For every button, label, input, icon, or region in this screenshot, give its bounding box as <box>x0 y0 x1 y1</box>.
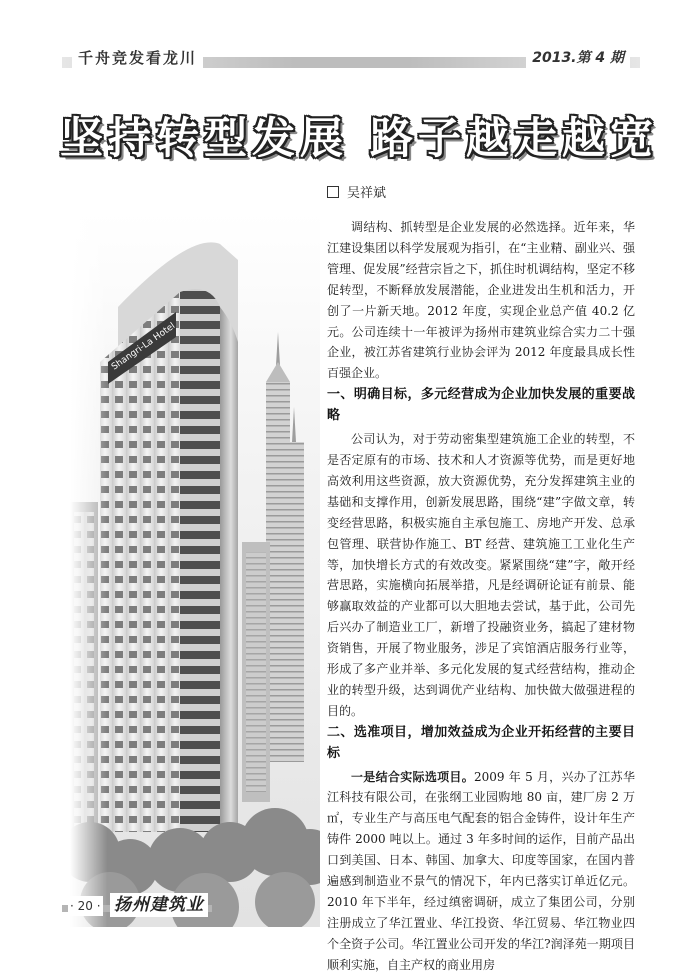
page-footer <box>62 893 212 919</box>
hotel-photo <box>70 212 320 927</box>
author-box-icon <box>327 186 339 198</box>
author-line <box>327 185 386 203</box>
article-title <box>60 105 658 166</box>
section-2-heading: 二、选准项目，增加效益成为企业开拓经营的主要目标 <box>327 724 635 761</box>
section-1-heading: 一、明确目标，多元经营成为企业加快发展的重要战略 <box>327 387 635 424</box>
author-name: 吴祥斌 <box>347 186 387 201</box>
header-issue: 2013.第 4 期 <box>526 48 630 68</box>
title-part-2: 路子越走越宽 <box>370 114 658 164</box>
page-number: · 20 · <box>68 896 103 916</box>
article-body <box>327 217 635 976</box>
header-section-title: 千舟竞发看龙川 <box>72 48 203 68</box>
running-header <box>62 48 640 70</box>
title-part-1: 坚持转型发展 <box>60 114 348 164</box>
intro-paragraph: 调结构、抓转型是企业发展的必然选择。近年来，华江建设集团以科学发展观为指引，在“主业精、副业兴、强管理、促发展”经营宗旨之下，抓住时机调结构，坚定不移促转型，不断释放发展潜能，企业进发出生机和活力，开创了一片新天地。2012 年度，实现企业总产值 40.2 亿元。公司连续十一年被评为扬州市建筑业综合实力二十强企业，被江苏省建筑行业协会评为 2012 年度最具成长性百强企业。 <box>327 220 635 381</box>
section-2-text: 2009 年 5 月，兴办了江苏华江科技有限公司，在张纲工业园购地 80 亩，建厂房 2 万 ㎡，专业生产与高压电气配套的铝合金铸件，设计年生产铸件 2000 吨以上。通过 3 年多时间的运作，目前产品出口到美国、日本、韩国、加拿大、印度等国家，在国内普遍感到制造业不景气的情况下，年内已落实订单近亿元。2010 年下半年，经过缜密调研，成立了集团公司，分别注册成立了华江置业、华江投资、华江贸易、华江物业四个全资子公司。华江置业公司开发的华江?润泽苑一期项目顺利实施，自主产权的商业用房 <box>327 769 635 972</box>
section-1-paragraph: 公司认为，对于劳动密集型建筑施工企业的转型，不是否定原有的市场、技术和人才资源等优势，而是更好地高效利用这些资源，放大资源优势，充分发挥建筑主业的基础和支撑作用，创新发展思路，围绕“建”字做文章，转变经营思路，积极实施自主承包施工、房地产开发、总承包管理、联营协作施工、BT 经营、建筑施工工业化生产等，加快增长方式的有效改变。紧紧围绕“建”字，敞开经营思路，实施横向拓展举措，凡是经调研论证有前景、能够赢取效益的产业都可以大胆地去尝试，基于此，公司先后兴办了制造业工厂，新增了投融资业务，搞起了建材物资销售，开展了物业服务，涉足了宾馆酒店服务行业等，形成了多产业并举、多元化发展的复式经营结构，推动企业的转型升级，达到调优产业结构、加快做大做强进程的目的。 <box>327 432 635 718</box>
section-2-paragraph <box>327 767 635 976</box>
section-2-lead: 一是结合实际选项目。 <box>351 769 475 784</box>
magazine-name: 扬州建筑业 <box>110 893 208 917</box>
